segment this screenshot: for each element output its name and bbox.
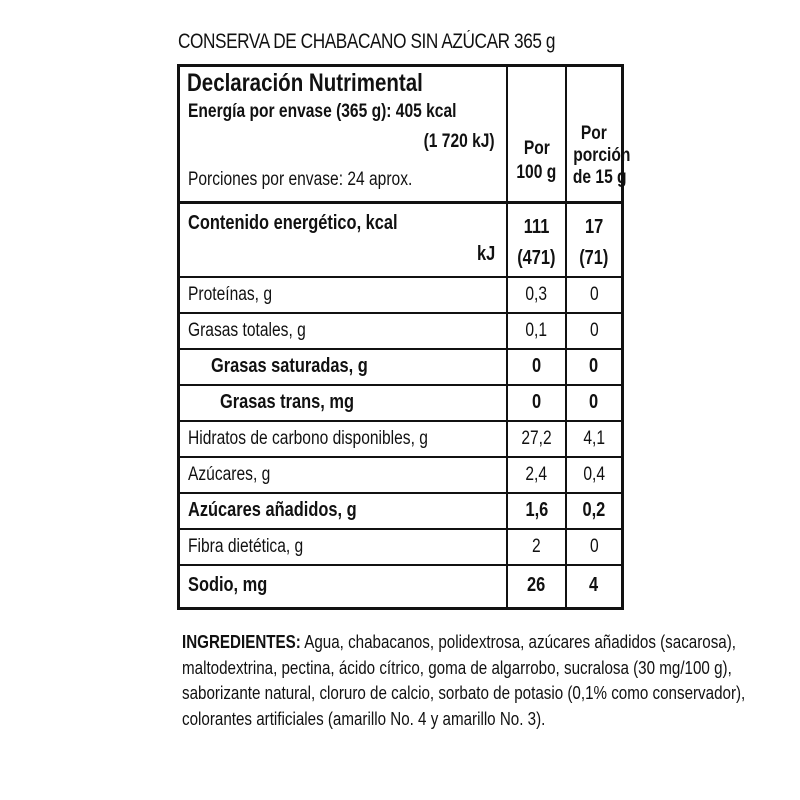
nutrient-label: Grasas totales, g <box>188 320 306 341</box>
energy-label: Contenido energético, kcal <box>188 212 398 234</box>
row-divider <box>180 201 621 204</box>
table-title: Declaración Nutrimental <box>187 69 423 97</box>
row-divider <box>180 276 621 278</box>
nutrient-label: Azúcares, g <box>188 464 271 485</box>
col-per15-header: Por <box>581 123 607 144</box>
ingredients-text-line: saborizante natural, cloruro de calcio, sorbato de potasio (0,1% como conservador), <box>182 682 746 703</box>
col-per100-header-unit: 100 g <box>516 162 557 183</box>
ingredients-block <box>182 629 746 731</box>
energy-per-package-kj: (1 720 kJ) <box>423 131 495 152</box>
nutrient-label: Grasas saturadas, g <box>211 355 368 377</box>
nutrient-label: Sodio, mg <box>188 574 268 596</box>
nutrient-label: Fibra dietética, g <box>188 536 304 557</box>
nutrient-label: Azúcares añadidos, g <box>188 499 357 521</box>
energy-kcal-per100: 111 <box>523 216 550 238</box>
nutrient-label: Grasas trans, mg <box>220 391 355 413</box>
col-per15-header-line3: de 15 g <box>572 167 627 188</box>
nutrient-per100: 2 <box>532 536 541 557</box>
nutrient-per15: 4,1 <box>583 428 605 449</box>
nutrient-per100: 2,4 <box>525 464 548 485</box>
row-divider <box>180 312 621 314</box>
row-divider <box>180 384 621 386</box>
ingredients-text-line: Agua, chabacanos, polidextrosa, azúcares añadidos (sacarosa), <box>300 631 736 652</box>
ingredients-heading: INGREDIENTES: <box>182 631 301 652</box>
nutrient-per15: 0,2 <box>582 499 606 521</box>
row-divider <box>180 492 621 494</box>
nutrient-per15: 0,4 <box>583 464 605 485</box>
nutrient-per100: 0,1 <box>525 320 548 341</box>
col-per100-header: Por <box>523 138 550 159</box>
nutrient-per15: 0 <box>589 536 599 557</box>
nutrient-per15: 0 <box>589 391 599 413</box>
servings-per-package: Porciones por envase: 24 aprox. <box>188 169 413 190</box>
energy-kj-per15: (71) <box>579 247 609 269</box>
row-divider <box>180 348 621 350</box>
nutrient-per15: 4 <box>589 574 599 596</box>
row-divider <box>180 528 621 530</box>
nutrient-per100: 0 <box>531 391 542 413</box>
nutrition-facts-table <box>177 64 631 610</box>
nutrient-per15: 0 <box>589 320 599 341</box>
nutrient-per100: 1,6 <box>525 499 548 521</box>
nutrient-per100: 0 <box>531 355 542 377</box>
ingredients-text-line: maltodextrina, pectina, ácido cítrico, goma de algarrobo, sucralosa (30 mg/100 g), <box>182 656 732 678</box>
row-divider <box>180 456 621 458</box>
col-per15-header-line2: porción <box>573 145 631 166</box>
row-divider <box>180 420 621 422</box>
nutrient-per100: 0,3 <box>525 284 548 305</box>
nutrient-per100: 26 <box>527 574 546 596</box>
energy-kcal-per15: 17 <box>584 216 604 238</box>
nutrient-per15: 0 <box>589 355 599 377</box>
nutrient-per100: 27,2 <box>521 428 552 449</box>
nutrient-label: Hidratos de carbono disponibles, g <box>188 428 428 449</box>
ingredients-text-line: colorantes artificiales (amarillo No. 4 y amarillo No. 3). <box>182 707 546 729</box>
energy-kj-per100: (471) <box>517 247 556 269</box>
nutrient-per15: 0 <box>589 284 599 305</box>
product-title: CONSERVA DE CHABACANO SIN AZÚCAR 365 g <box>178 30 556 53</box>
energy-per-package: Energía por envase (365 g): 405 kcal <box>188 101 457 122</box>
row-divider <box>180 564 621 566</box>
nutrient-label: Proteínas, g <box>188 284 273 305</box>
energy-kj-unit: kJ <box>476 243 495 265</box>
